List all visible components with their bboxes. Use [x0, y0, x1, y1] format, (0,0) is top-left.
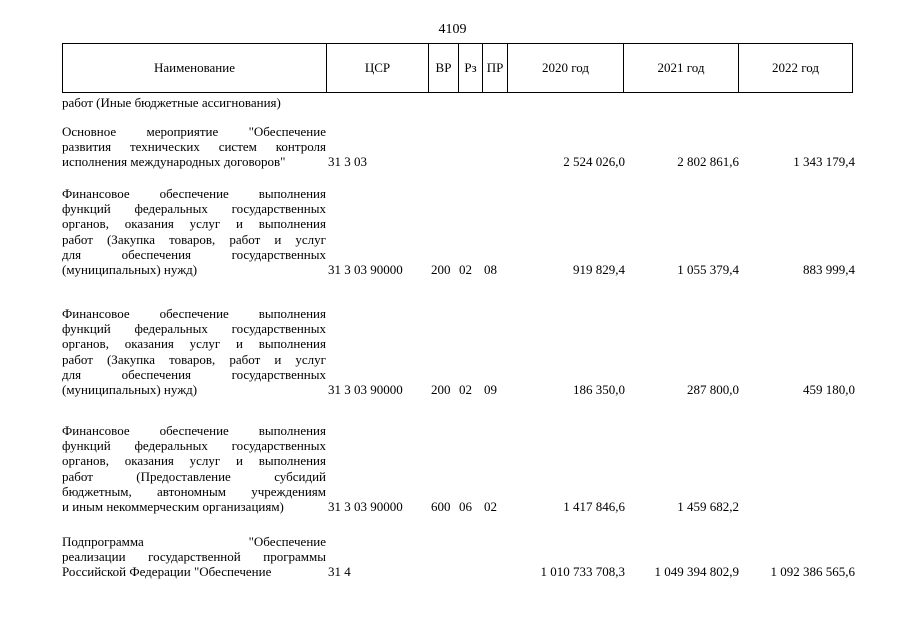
cell-pr: 09: [484, 382, 497, 397]
row-name-line: работ (Закупка товаров, работ и услуг: [62, 351, 326, 367]
row-name-line: органов, оказания услуг и выполнения: [62, 336, 326, 352]
cell-csr: 31 3 03 90000: [328, 382, 403, 397]
row-name: [62, 423, 326, 514]
row-name-line: функций федеральных государственных: [62, 321, 326, 337]
header-csr: ЦСР: [327, 44, 429, 92]
cell-vr: 600: [431, 499, 451, 514]
cell-v2021: 1 055 379,4: [677, 262, 739, 277]
cell-v2020: 919 829,4: [573, 262, 625, 277]
cell-v2020: 2 524 026,0: [563, 154, 625, 170]
row-name-line: функций федеральных государственных: [62, 438, 326, 454]
header-pr: ПР: [483, 44, 508, 92]
cell-csr: 31 3 03 90000: [328, 262, 403, 277]
page-number: 4109: [438, 22, 467, 37]
cell-vr: 200: [431, 382, 451, 397]
row-name-line: органов, оказания услуг и выполнения: [62, 216, 326, 232]
header-rz: Рз: [459, 44, 483, 92]
row-name-line: (муниципальных) нужд): [62, 262, 198, 278]
row-name-line: работ (Предоставление субсидий: [62, 468, 326, 484]
row-name-line: Финансовое обеспечение выполнения: [62, 186, 326, 201]
row-name-line: для обеспечения государственных: [62, 366, 326, 382]
row-name-line: органов, оказания услуг и выполнения: [62, 453, 326, 469]
cell-v2020: 186 350,0: [573, 382, 625, 397]
table-header: [62, 43, 853, 93]
cell-csr: 31 4: [328, 564, 351, 580]
cell-v2021: 287 800,0: [687, 382, 739, 397]
row-name-line: Финансовое обеспечение выполнения: [62, 423, 326, 438]
cell-csr: 31 3 03 90000: [328, 499, 403, 514]
continuation-text: работ (Иные бюджетные ассигнования): [62, 95, 281, 110]
row-name-line: бюджетным, автономным учреждениям: [62, 483, 326, 499]
cell-v2022: 883 999,4: [803, 262, 855, 277]
row-name: [62, 534, 326, 580]
cell-v2020: 1 417 846,6: [563, 499, 625, 514]
row-name-line: и иным некоммерческим организациям): [62, 499, 284, 515]
header-2021: 2021 год: [624, 44, 739, 92]
row-name-line: Подпрограмма "Обеспечение: [62, 534, 326, 549]
cell-rz: 02: [459, 382, 472, 397]
header-2020: 2020 год: [508, 44, 624, 92]
cell-csr: 31 3 03: [328, 154, 367, 170]
cell-v2021: 2 802 861,6: [677, 154, 739, 170]
row-name-line: реализации государственной программы: [62, 549, 326, 565]
row-name-line: Российской Федерации "Обеспечение: [62, 564, 272, 580]
cell-pr: 08: [484, 262, 497, 277]
row-name: [62, 124, 326, 170]
row-name-line: функций федеральных государственных: [62, 201, 326, 217]
cell-v2022: 1 343 179,4: [793, 154, 855, 170]
row-name-line: исполнения международных договоров": [62, 154, 286, 170]
cell-v2021: 1 459 682,2: [677, 499, 739, 514]
row-name-line: для обеспечения государственных: [62, 246, 326, 262]
cell-rz: 02: [459, 262, 472, 277]
header-vr: ВР: [429, 44, 459, 92]
cell-v2022: 459 180,0: [803, 382, 855, 397]
row-name-line: работ (Закупка товаров, работ и услуг: [62, 231, 326, 247]
cell-v2022: 1 092 386 565,6: [770, 564, 855, 580]
header-name: Наименование: [63, 44, 327, 92]
row-name-line: Финансовое обеспечение выполнения: [62, 306, 326, 321]
header-2022: 2022 год: [772, 60, 819, 75]
cell-vr: 200: [431, 262, 451, 277]
row-name: [62, 186, 326, 277]
cell-rz: 06: [459, 499, 472, 514]
cell-pr: 02: [484, 499, 497, 514]
row-name: [62, 306, 326, 397]
cell-v2020: 1 010 733 708,3: [540, 564, 625, 580]
row-name-line: Основное мероприятие "Обеспечение: [62, 124, 326, 139]
row-name-line: развития технических систем контроля: [62, 139, 326, 155]
row-name-line: (муниципальных) нужд): [62, 382, 198, 398]
cell-v2021: 1 049 394 802,9: [654, 564, 739, 580]
